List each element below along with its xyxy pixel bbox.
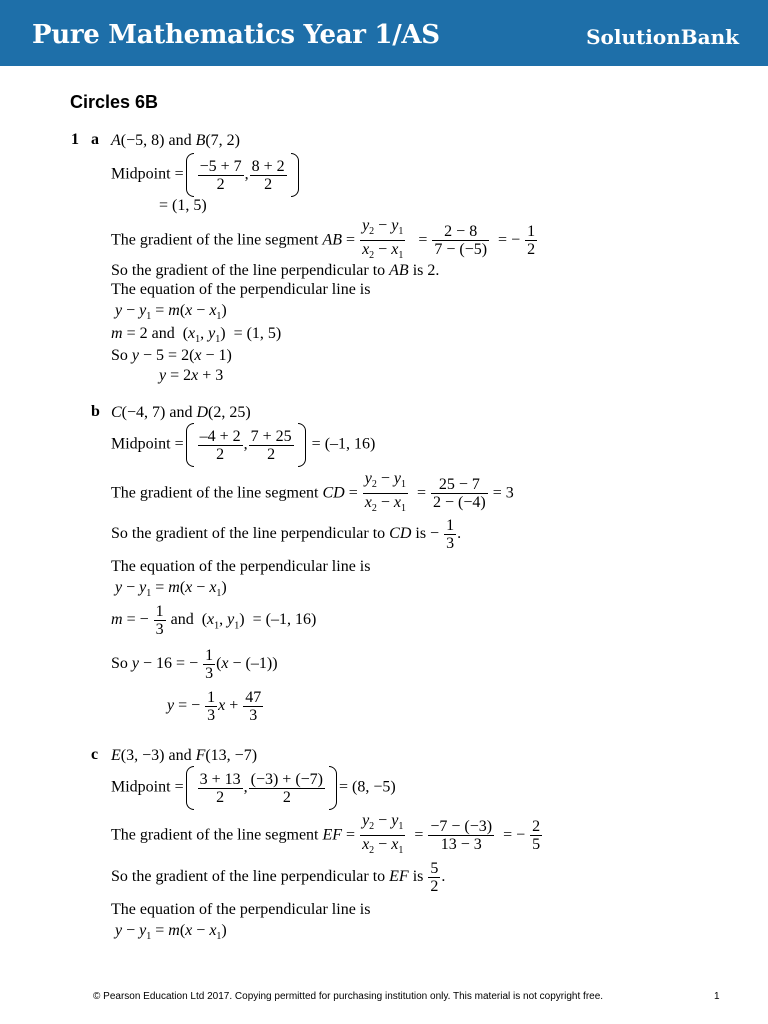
point-slope-c: $y - y_1 = m(x - x_1)$ <box>115 922 227 943</box>
brand-label: SolutionBank <box>586 25 739 49</box>
points-c: E(3, −3) and F(13, −7) <box>111 747 258 764</box>
gradient-cd: The gradient of the line segment CD = $\frac{y_2 - y_1}{x_2 - x_1}$ = $\frac{25 - 7}{2 - (-4)}$ = 3 <box>111 470 514 515</box>
line-b: y = − $\frac{1}{3}$ x + $\frac{47}{3}$ <box>167 689 262 724</box>
eq-perp-c: The equation of the perpendicular line is <box>111 901 371 918</box>
midpoint-result-a: = (1, 5) <box>159 197 207 214</box>
values-a: m = 2 and ($x_1$, $y_1) = (1$, 5) <box>111 325 282 346</box>
part-label-b: b <box>91 403 100 420</box>
points-b: C(−4, 7) and D(2, 25) <box>111 404 251 421</box>
book-title: Pure Mathematics Year 1/AS <box>32 20 440 50</box>
part-label-c: c <box>91 746 99 763</box>
question-number: 1 <box>71 131 79 148</box>
eq-perp-a: The equation of the perpendicular line is <box>111 281 371 298</box>
values-b: m = − $\frac{1}{3}$ and ($x_1$, $y_1) = (-1$, 16) <box>111 603 317 638</box>
point-slope-b: $y - y_1 = m(x - x_1)$ <box>115 579 227 600</box>
section-title: Circles 6B <box>70 92 159 112</box>
part-label-a: a <box>91 131 99 148</box>
midpoint-label: Midpoint = <box>111 165 184 183</box>
eq-perp-b: The equation of the perpendicular line is <box>111 558 371 575</box>
gradient-ab: The gradient of the line segment AB = $\frac{y_2 - y_1}{x_2 - x_1}$ = $\frac{2 - 8}{7 - (-5)}$ = − $\frac{1}{2}$ <box>111 217 536 262</box>
line-a: y = 2x + 3 <box>159 367 224 384</box>
perp-gradient-c: So the gradient of the line perpendicular to EF is $\frac{5}{2}$ . <box>111 860 446 895</box>
midpoint-b: Midpoint = $\frac{-4 + 2}{2}$ , $\frac{7 + 25}{2}$ = (–1, 16) <box>111 423 375 467</box>
gradient-ef: The gradient of the line segment EF = $\frac{y_2 - y_1}{x_2 - x_1}$ = $\frac{-7 - (-3)}{13 - 3}$ = − $\frac{2}{5}$ <box>111 812 541 857</box>
sub-b: So y − 16 = − $\frac{1}{3}$ (x − (–1)) <box>111 647 278 682</box>
perp-gradient-b: So the gradient of the line perpendicular to CD is − $\frac{1}{3}$ . <box>111 517 462 552</box>
midpoint-a: Midpoint = $\frac{-5 + 7}{2}$ , $\frac{8 + 2}{2}$ <box>111 153 301 197</box>
copyright-notice: © Pearson Education Ltd 2017. Copying permitted for purchasing institution only. This material is not copyright free. <box>93 991 604 1002</box>
header-banner <box>0 0 768 66</box>
sub-a: So y − 5 = 2(x − 1) <box>111 347 232 364</box>
midpoint-c: Midpoint = $\frac{3 + 13}{2}$ , $\frac{(-3) + (-7)}{2}$ = (8, −5) <box>111 766 396 810</box>
page-number: 1 <box>714 991 720 1002</box>
perp-gradient-a: So the gradient of the line perpendicular to AB is 2. <box>111 262 440 279</box>
points-a: A(−5, 8) and B(7, 2) <box>111 132 240 149</box>
point-slope-a: $y - y_1 = m(x - x_1)$ <box>115 302 227 323</box>
